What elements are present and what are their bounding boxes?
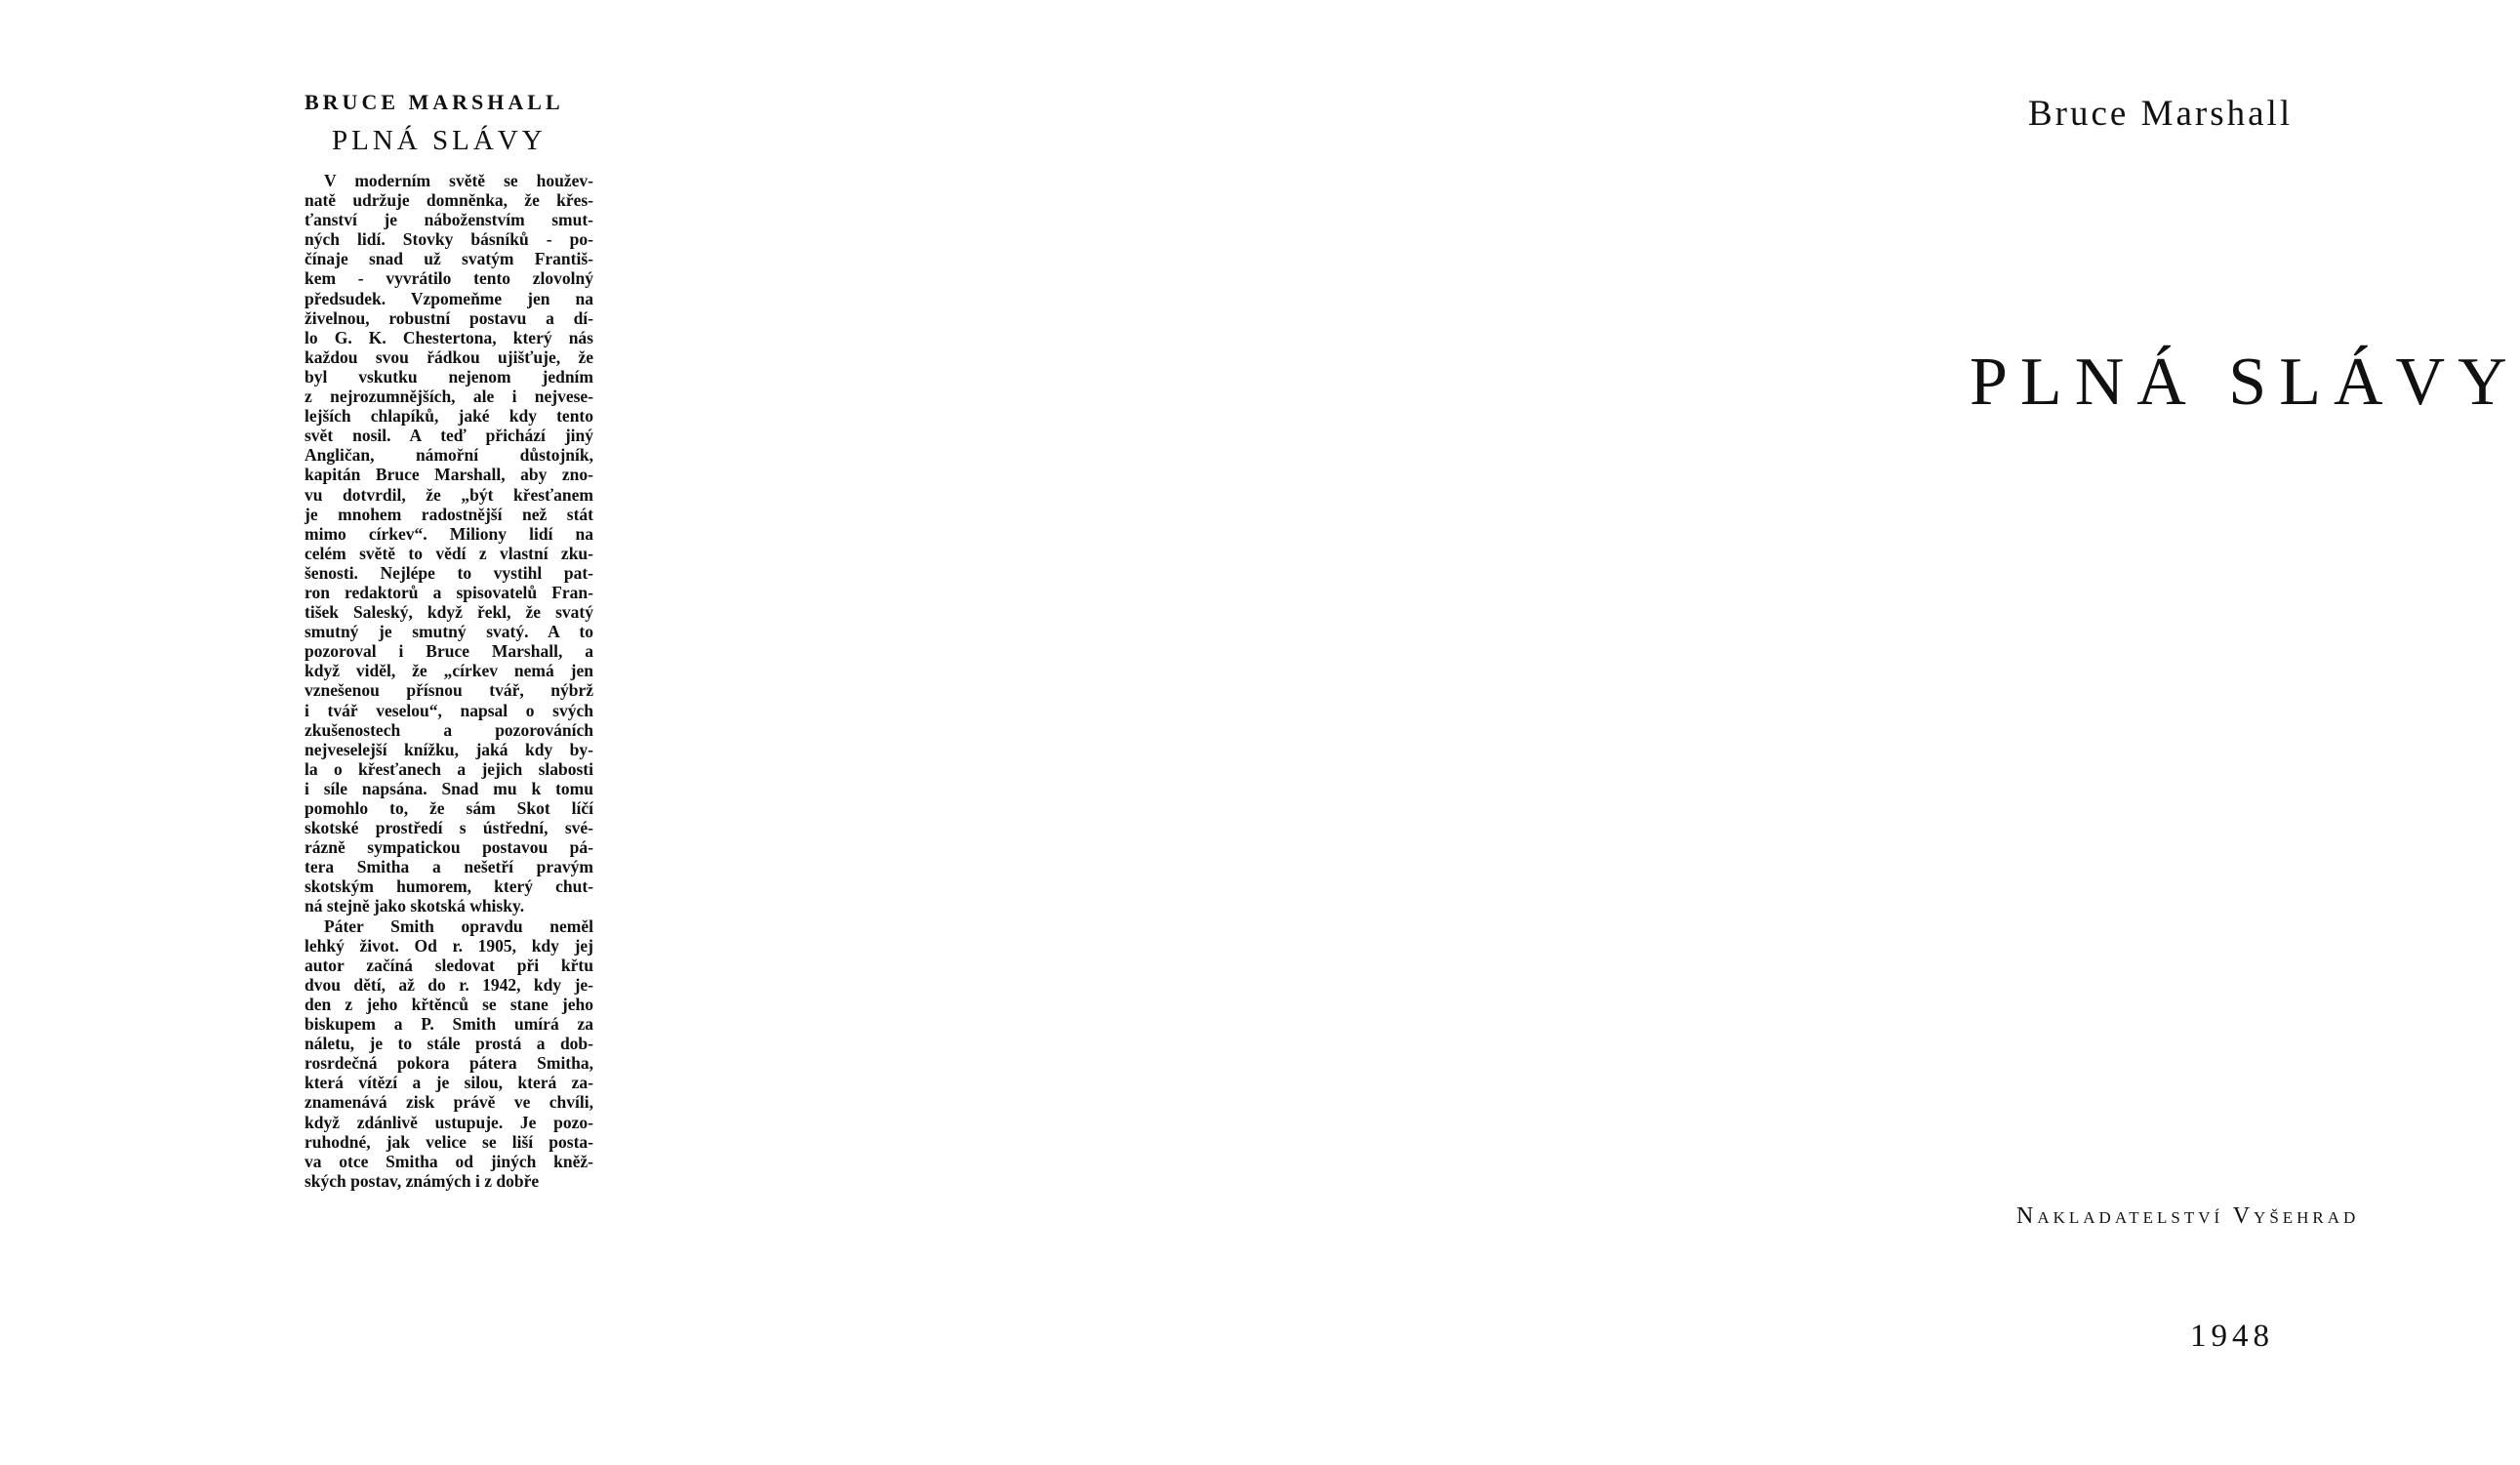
publication-year: 1948 <box>2190 1319 2274 1354</box>
flap-text-line: když zdánlivě ustupuje. Je pozo- <box>305 1112 593 1132</box>
flap-text-line: ruhodné, jak velice se liší posta- <box>305 1131 593 1152</box>
flap-text-line: živelnou, robustní postavu a dí- <box>305 307 593 328</box>
flap-text-line: rázně sympatickou postavou pá- <box>305 837 593 858</box>
flap-text-line: smutný je smutný svatý. A to <box>305 622 593 642</box>
flap-text-line: tera Smitha a nešetří pravým <box>305 857 593 877</box>
title-page-title: PLNÁ SLÁVY <box>1970 345 2520 420</box>
flap-text-line: autor začíná sledovat při křtu <box>305 955 593 975</box>
flap-text-line: Angličan, námořní důstojník, <box>305 445 593 466</box>
flap-text-line: svět nosil. A teď přichází jiný <box>305 426 593 446</box>
flap-text-line: kapitán Bruce Marshall, aby zno- <box>305 465 593 485</box>
flap-text-line: ná stejně jako skotská whisky. <box>305 896 525 916</box>
flap-text-line: lejších chlapíků, jaké kdy tento <box>305 406 593 427</box>
flap-blurb <box>305 171 593 1191</box>
flap-text-line: pozoroval i Bruce Marshall, a <box>305 641 593 662</box>
flap-text-line: z nejrozumnějších, ale i nejvese- <box>305 387 593 407</box>
book-flap-page <box>0 0 884 1465</box>
flap-text-line: vznešenou přísnou tvář, nýbrž <box>305 680 593 701</box>
flap-text-line: znamenává zisk právě ve chvíli, <box>305 1092 593 1113</box>
flap-paragraph <box>305 171 593 916</box>
flap-text-line: kem - vyvrátilo tento zlovolný <box>305 268 593 289</box>
flap-text-line: lehký život. Od r. 1905, kdy jej <box>305 935 593 956</box>
flap-paragraph <box>305 916 593 1191</box>
flap-text-line: mimo církev“. Miliony lidí na <box>305 523 593 544</box>
flap-text-line: šenosti. Nejlépe to vystihl pat- <box>305 562 593 583</box>
flap-text-line: va otce Smitha od jiných kněž- <box>305 1151 593 1171</box>
title-page <box>884 0 2520 1465</box>
flap-text-line: dvou dětí, až do r. 1942, kdy je- <box>305 974 593 995</box>
flap-text-line: skotským humorem, který chut- <box>305 876 593 897</box>
flap-text-line: skotské prostředí s ústřední, své- <box>305 818 593 838</box>
flap-text-line: tišek Saleský, když řekl, že svatý <box>305 602 593 623</box>
flap-text-line: vu dotvrdil, že „být křesťanem <box>305 484 593 505</box>
flap-text-line: la o křesťanech a jejich slabosti <box>305 758 593 779</box>
flap-text-line: čínaje snad už svatým Františ- <box>305 249 593 269</box>
flap-text-line: je mnohem radostnější než stát <box>305 504 593 524</box>
flap-title: PLNÁ SLÁVY <box>332 125 547 156</box>
flap-text-line: ron redaktorů a spisovatelů Fran- <box>305 582 593 602</box>
flap-text-line: která vítězí a je silou, která za- <box>305 1073 593 1093</box>
flap-text-line: rosrdečná pokora pátera Smitha, <box>305 1053 593 1074</box>
flap-text-line: ných lidí. Stovky básníků - po- <box>305 229 593 250</box>
flap-text-line: ťanství je náboženstvím smut- <box>305 210 593 230</box>
flap-text-line: každou svou řádkou ujišťuje, že <box>305 346 593 367</box>
flap-text-line: i síle napsána. Snad mu k tomu <box>305 778 593 798</box>
flap-text-line: byl vskutku nejenom jedním <box>305 366 593 387</box>
flap-text-line: celém světě to vědí z vlastní zku- <box>305 543 593 563</box>
flap-text-line: ských postav, známých i z dobře <box>305 1170 540 1191</box>
flap-text-line: V moderním světě se houžev- <box>324 171 593 190</box>
flap-text-line: předsudek. Vzpomeňme jen na <box>305 288 593 308</box>
flap-text-line: když viděl, že „církev nemá jen <box>305 661 593 681</box>
flap-text-line: natě udržuje domněnka, že křes- <box>305 190 593 211</box>
flap-text-line: lo G. K. Chestertona, který nás <box>305 327 593 347</box>
flap-text-line: den z jeho křtěnců se stane jeho <box>305 994 593 1014</box>
flap-text-line: pomohlo to, že sám Skot líčí <box>305 798 593 818</box>
flap-text-line: biskupem a P. Smith umírá za <box>305 1014 593 1035</box>
flap-text-line: i tvář veselou“, napsal o svých <box>305 700 593 720</box>
title-page-author: Bruce Marshall <box>2028 94 2294 134</box>
flap-text-line: náletu, je to stále prostá a dob- <box>305 1034 593 1054</box>
flap-text-line: nejveselejší knížku, jaká kdy by- <box>305 739 593 759</box>
flap-text-line: zkušenostech a pozorováních <box>305 719 593 740</box>
publisher-name: Nakladatelství Vyšehrad <box>2016 1203 2360 1229</box>
flap-author: BRUCE MARSHALL <box>305 90 564 114</box>
flap-text-line: Páter Smith opravdu neměl <box>324 916 593 936</box>
